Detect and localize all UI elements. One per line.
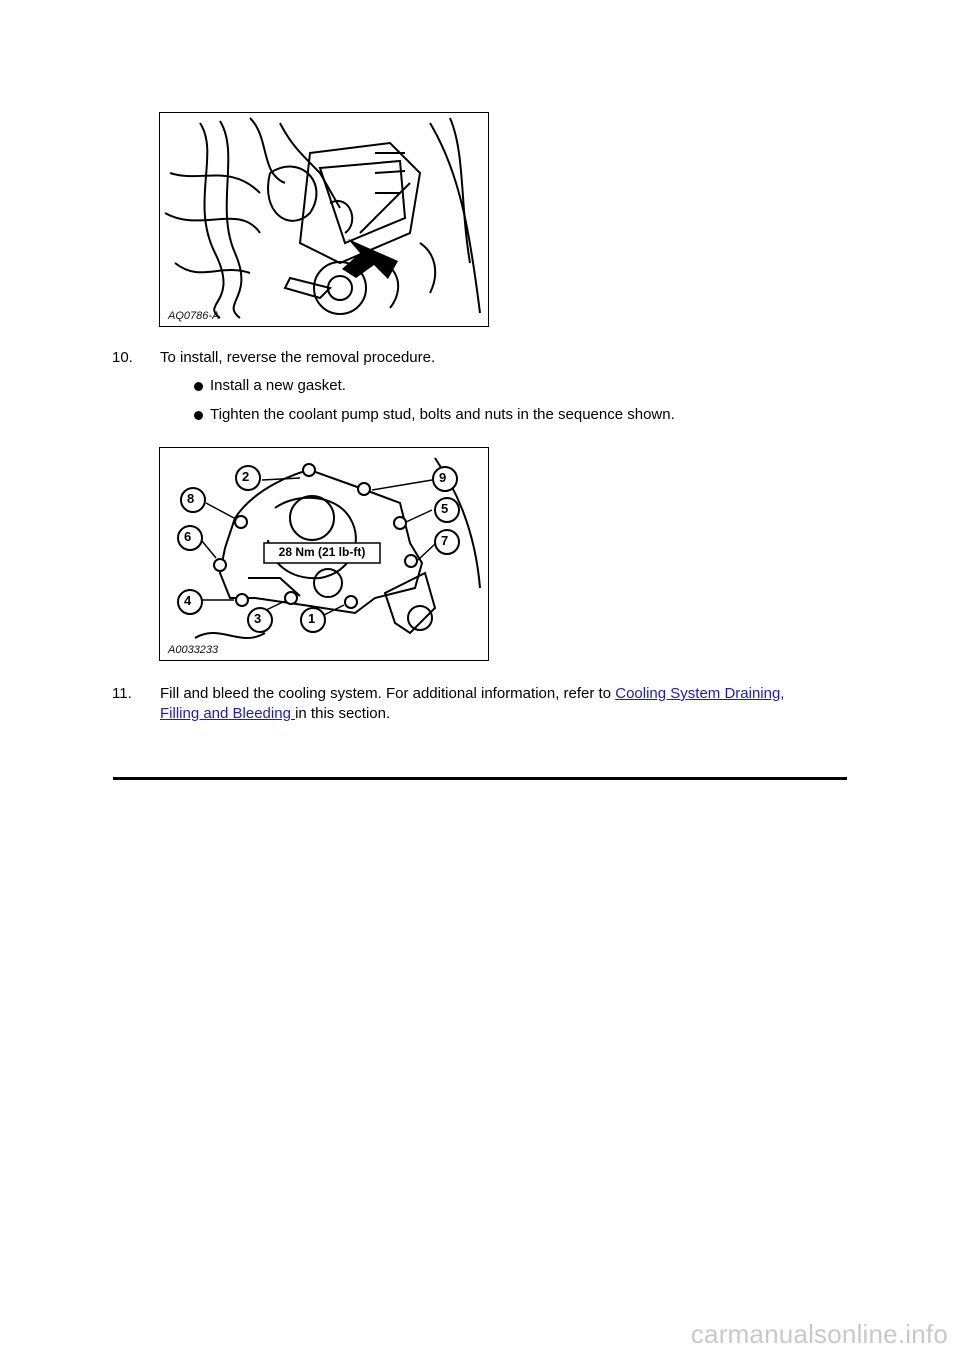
callout-3: 3 — [254, 611, 262, 626]
callout-7: 7 — [441, 533, 449, 548]
step-text-line2 — [160, 704, 390, 724]
section-divider — [113, 777, 847, 780]
bullet-item — [210, 376, 346, 396]
watermark: carmanualsonline.info — [690, 1319, 948, 1349]
callout-1: 1 — [308, 611, 316, 626]
step-text — [160, 684, 784, 704]
figure-coolant-pump-removal — [159, 112, 489, 327]
callout-9: 9 — [439, 470, 447, 485]
step-number: 10. — [112, 349, 133, 366]
callout-5: 5 — [441, 501, 449, 516]
figure-bolt-sequence — [159, 447, 489, 661]
step-number: 11. — [112, 685, 132, 702]
bullet-text: Tighten the coolant pump stud, bolts and nuts in the sequence shown. — [210, 406, 675, 423]
callout-2: 2 — [242, 469, 250, 484]
cooling-system-link[interactable]: Cooling System Draining, — [615, 685, 785, 702]
step-text-after: in this section. — [295, 705, 391, 722]
figure-code: A0033233 — [168, 644, 219, 656]
torque-label: 28 Nm (21 lb-ft) — [278, 545, 366, 559]
bullet-text: Install a new gasket. — [210, 377, 346, 394]
step-text: To install, reverse the removal procedure. — [160, 349, 436, 366]
step-10 — [112, 348, 812, 368]
bullet-item — [210, 405, 675, 425]
callout-4: 4 — [184, 593, 192, 608]
figure-code: AQ0786-A — [168, 310, 220, 322]
bullet-icon — [194, 382, 203, 391]
bullet-icon — [194, 411, 203, 420]
step-text-before: Fill and bleed the cooling system. For additional information, refer to — [160, 685, 616, 702]
coolant-pump-illustration — [160, 113, 488, 326]
cooling-system-link-continued[interactable]: Filling and Bleeding — [160, 705, 296, 722]
callout-8: 8 — [187, 491, 195, 506]
callout-6: 6 — [184, 529, 192, 544]
step-11 — [112, 684, 852, 724]
